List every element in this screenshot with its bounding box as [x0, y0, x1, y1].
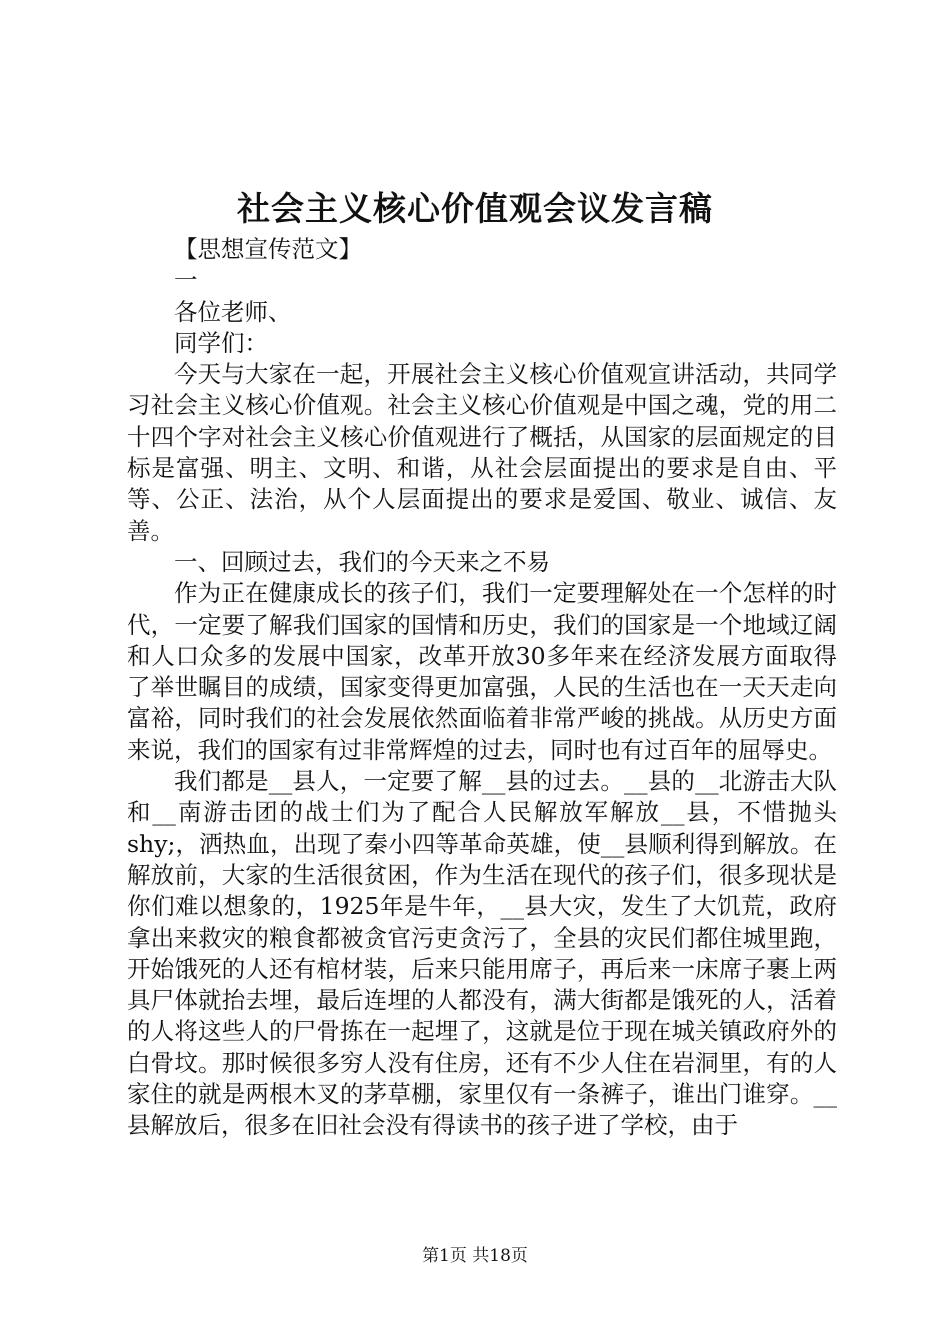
paragraph-county: 我们都是__县人，一定要了解__县的过去。__县的__北游击大队和__南游击团的战士们为了配合人民解放军解放__县，不惜抛头shy;，洒热血，出现了秦小四等革命英雄，使__县顺利得到解放。在解放前，大家的生活很贫困，作为生活在现代的孩子们，很多现状是你们难以想象的，1925年是牛年，__县大灾，发生了大饥荒，政府拿出来救灾的粮食都被贪官污吏贪污了，全县的灾民们都住城里跑，开始饿死的人还有棺材装，后来只能用席子，再后来一床席子裹上两具尸体就抬去埋，最后连埋的人都没有，满大街都是饿死的人，活着的人将这些人的尸骨拣在一起埋了，这就是位于现在城关镇政府外的白骨坟。那时候很多穷人没有住房，还有不少人住在岩洞里，有的人家住的就是两根木叉的茅草棚，家里仅有一条裤子，谁出门谁穿。__县解放后，很多在旧社会没有得读书的孩子进了学校，由于	[127, 767, 837, 1140]
section-heading: 一、回顾过去，我们的今天来之不易	[174, 547, 550, 576]
paragraph-intro: 今天与大家在一起，开展社会主义核心价值观宣讲活动，共同学习社会主义核心价值观。社会主义核心价值观是中国之魂，党的用二十四个字对社会主义核心价值观进行了概括，从国家的层面规定的目标是富强、明主、文明、和谐，从社会层面提出的要求是自由、平等、公正、法治，从个人层面提出的要求是爱国、敬业、诚信、友善。	[127, 360, 837, 545]
salutation-teachers: 各位老师、	[174, 297, 292, 326]
document-title: 社会主义核心价值观会议发言稿	[237, 189, 713, 228]
page-footer: 第1页 共18页	[422, 1246, 528, 1266]
section-number: 一	[174, 266, 198, 295]
salutation-students: 同学们：	[174, 328, 268, 357]
category-tag: 【思想宣传范文】	[174, 235, 362, 263]
document-body	[127, 234, 837, 1142]
paragraph-history: 作为正在健康成长的孩子们，我们一定要理解处在一个怎样的时代，一定要了解我们国家的国情和历史，我们的国家是一个地域辽阔和人口众多的发展中国家，改革开放30多年来在经济发展方面取得了举世瞩目的成绩，国家变得更加富强，人民的生活也在一天天走向富裕，同时我们的社会发展依然面临着非常严峻的挑战。从历史方面来说，我们的国家有过非常辉煌的过去，同时也有过百年的屈辱史。	[127, 579, 837, 764]
